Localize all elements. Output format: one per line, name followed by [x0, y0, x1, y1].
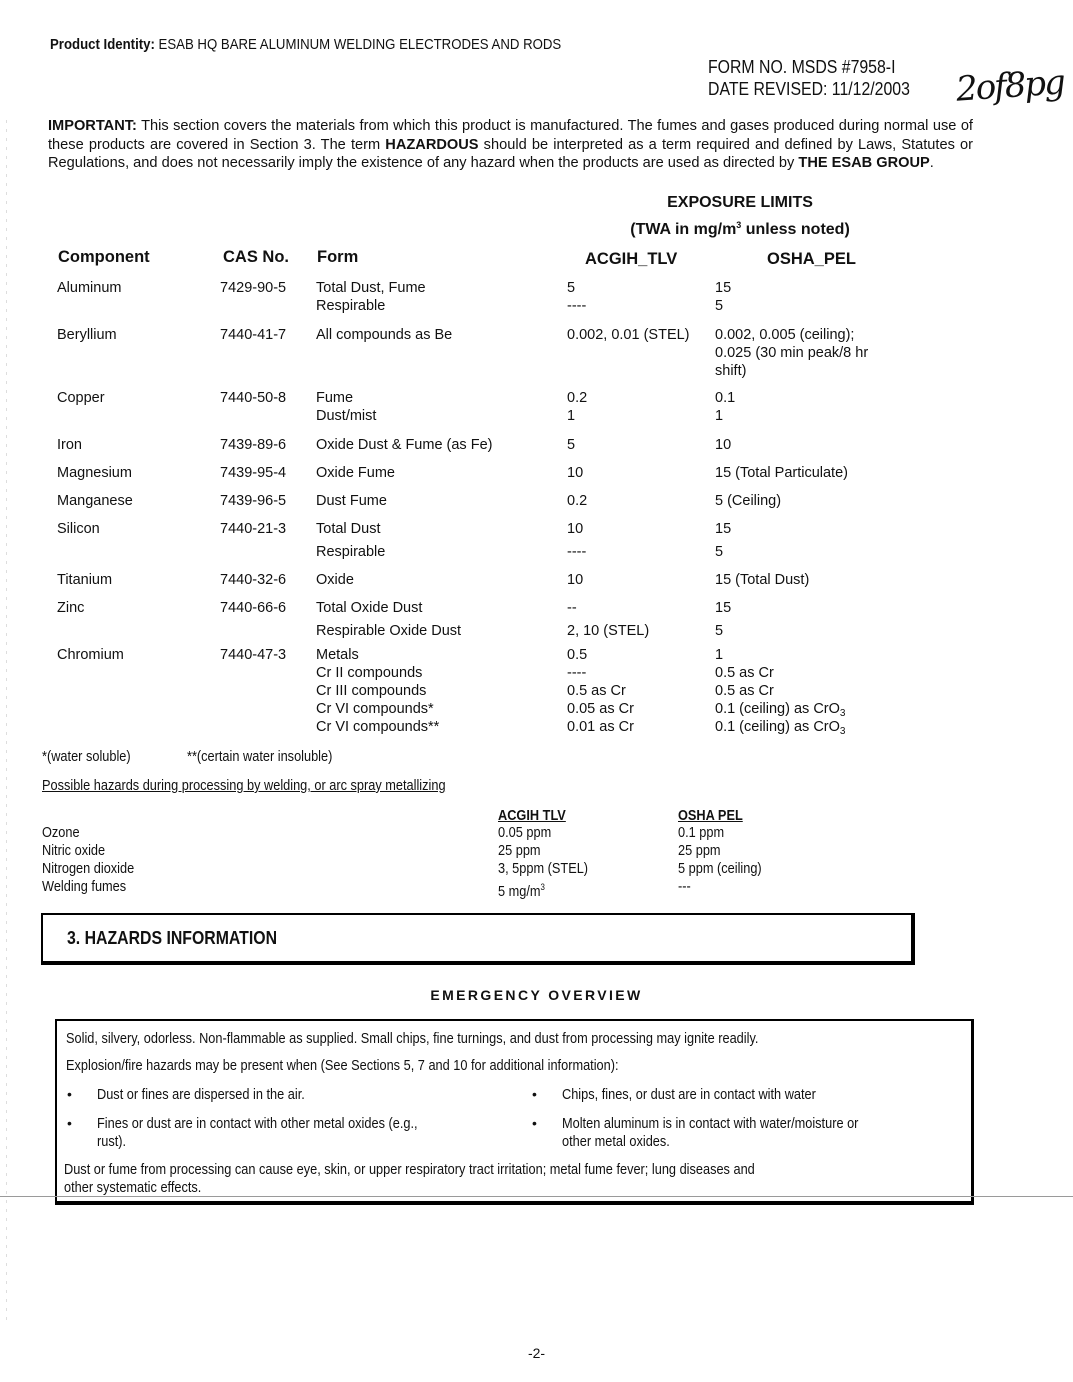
exposure-limits-title: EXPOSURE LIMITS — [667, 194, 813, 211]
cell-form: Metals — [316, 647, 359, 663]
cell-osha: 0.5 as Cr — [715, 665, 774, 681]
cell-osha: 15 (Total Dust) — [715, 572, 810, 588]
hazardous-term: HAZARDOUS — [385, 136, 479, 153]
bullet-dust-dispersed — [97, 1086, 305, 1104]
cell-form: Respirable — [316, 544, 386, 560]
header-cas: CAS No. — [223, 248, 289, 266]
hazard-name: Nitric oxide — [42, 843, 106, 859]
cell-acgih: 0.05 as Cr — [567, 701, 634, 717]
cell-form: Dust/mist — [316, 408, 377, 424]
cell-component: Copper — [57, 390, 105, 406]
cell-cas: 7429-90-5 — [220, 280, 287, 296]
cell-osha: 0.025 (30 min peak/8 hr — [715, 345, 869, 361]
header-form: Form — [317, 248, 359, 266]
footnote-water-soluble: *(water soluble) — [42, 749, 131, 765]
cell-component: Beryllium — [57, 327, 117, 343]
cell-component: Iron — [57, 437, 82, 453]
cell-acgih: 5 — [567, 280, 576, 296]
cell-cas: 7439-96-5 — [220, 493, 287, 509]
bullet-text: Chips, fines, or dust are in contact with water — [562, 1087, 816, 1103]
processing-hazards-heading: Possible hazards during processing by welding, or arc spray metallizing — [42, 778, 446, 794]
overview-text: other systematic effects. — [64, 1180, 202, 1196]
cell-acgih: 0.01 as Cr — [567, 719, 634, 735]
date-revised: DATE REVISED: 11/12/2003 — [708, 79, 910, 99]
bullet-icon: • — [532, 1086, 537, 1102]
hazard-name: Ozone — [42, 825, 80, 841]
cell-component: Zinc — [57, 600, 85, 616]
cell-osha: 0.1 (ceiling) as CrO$_3$ — [715, 719, 846, 737]
cell-component: Aluminum — [57, 280, 122, 296]
section-3-title: 3. HAZARDS INFORMATION — [67, 928, 278, 948]
overview-line-1: Solid, silvery, odorless. Non-flammable as supplied. Small chips, fine turnings, and dust from processing may ignite readily. — [66, 1031, 759, 1047]
cell-cas: 7440-41-7 — [220, 327, 287, 343]
cell-form: All compounds as Be — [316, 327, 453, 343]
cell-acgih: 1 — [567, 408, 576, 424]
footnote-water-insoluble: **(certain water insoluble) — [186, 749, 333, 765]
overview-text: Dust or fume from processing can cause eye, skin, or upper respiratory tract irritation; metal fume fever; lung diseases and — [64, 1162, 755, 1178]
hazard-osha: 5 ppm (ceiling) — [678, 861, 762, 877]
bullet-text: Dust or fines are dispersed in the air. — [97, 1087, 305, 1103]
footnotes — [42, 749, 332, 765]
cell-acgih: ---- — [567, 544, 587, 560]
important-text: should be interpreted as a term required and defined by Laws, Statutes or Regulations, and does not necessarily imply the existence of any hazard when the products are used as directed by — [48, 136, 973, 171]
hazard-acgih: 25 ppm — [498, 843, 541, 859]
hazard-acgih: 0.05 ppm — [498, 825, 552, 841]
cell-form: Oxide — [316, 572, 354, 588]
superscript: 3 — [736, 220, 742, 230]
cell-cas: 7440-47-3 — [220, 647, 287, 663]
cell-acgih: 0.5 as Cr — [567, 683, 626, 699]
hazard-acgih: 3, 5ppm (STEL) — [498, 861, 589, 877]
form-info — [708, 56, 910, 100]
bullet-icon: • — [67, 1115, 72, 1131]
cell-form: Total Dust, Fume — [316, 280, 426, 296]
product-identity — [50, 36, 561, 53]
header-component: Component — [58, 248, 150, 266]
cell-form: Fume — [316, 390, 354, 406]
cell-form: Total Dust — [316, 521, 381, 537]
cell-acgih: 10 — [567, 572, 584, 588]
cell-acgih: 10 — [567, 465, 584, 481]
cell-osha: 15 — [715, 600, 732, 616]
cell-osha: 5 — [715, 544, 724, 560]
bullet-icon: • — [532, 1115, 537, 1131]
cell-form: Respirable Oxide Dust — [316, 623, 462, 639]
page-number: -2- — [527, 1345, 546, 1361]
bullet-text: Fines or dust are in contact with other metal oxides (e.g., — [97, 1116, 418, 1132]
cell-osha: 0.002, 0.005 (ceiling); — [715, 327, 855, 343]
hazard-name: Welding fumes — [42, 879, 127, 895]
overview-line-2: Explosion/fire hazards may be present when (See Sections 5, 7 and 10 for additional information): — [66, 1058, 619, 1074]
cell-acgih: 0.2 — [567, 493, 588, 509]
cell-cas: 7439-95-4 — [220, 465, 287, 481]
subtitle-text: unless noted) — [741, 221, 850, 238]
cell-form: Total Oxide Dust — [316, 600, 423, 616]
hazard-osha: 25 ppm — [678, 843, 721, 859]
subtitle-text: (TWA in mg/m — [630, 221, 737, 238]
cell-component: Manganese — [57, 493, 133, 509]
cell-osha: 15 — [715, 521, 732, 537]
cell-cas: 7439-89-6 — [220, 437, 287, 453]
cell-form: Dust Fume — [316, 493, 387, 509]
bullet-metal-oxides — [97, 1115, 418, 1151]
emergency-overview-box — [55, 1019, 974, 1205]
cell-form: Oxide Fume — [316, 465, 395, 481]
cell-acgih: 0.5 — [567, 647, 588, 663]
hazards-header-osha: OSHA PEL — [678, 808, 743, 824]
important-text: This section covers the materials from which this product is manufactured. The fumes and gases produced during normal use of these products are covered in Section 3. The term — [48, 118, 973, 153]
cell-cas: 7440-32-6 — [220, 572, 287, 588]
hazard-osha: --- — [678, 879, 691, 895]
cell-acgih: ---- — [567, 298, 587, 314]
cell-cas: 7440-50-8 — [220, 390, 287, 406]
cell-acgih: 0.2 — [567, 390, 588, 406]
bullet-icon: • — [67, 1086, 72, 1102]
cell-osha: 0.5 as Cr — [715, 683, 774, 699]
cell-acgih: 10 — [567, 521, 584, 537]
exposure-limits-subtitle — [600, 214, 880, 241]
cell-osha: 15 (Total Particulate) — [715, 465, 848, 481]
hazards-header-acgih: ACGIH TLV — [498, 808, 566, 824]
cell-form: Cr VI compounds* — [316, 701, 434, 717]
hazard-name: Nitrogen dioxide — [42, 861, 135, 877]
cell-osha: 1 — [715, 408, 724, 424]
cell-osha: 5 — [715, 298, 724, 314]
important-text: . — [929, 155, 934, 171]
cell-form: Cr II compounds — [316, 665, 423, 681]
bullet-text: other metal oxides. — [562, 1134, 670, 1150]
cell-acgih: 2, 10 (STEL) — [567, 623, 650, 639]
product-identity-label: Product Identity: — [50, 36, 155, 53]
cell-acgih: ---- — [567, 665, 587, 681]
cell-cas: 7440-21-3 — [220, 521, 287, 537]
bullet-text: rust). — [97, 1134, 127, 1150]
cell-osha: 10 — [715, 437, 732, 453]
overview-line-3 — [64, 1161, 755, 1197]
cell-form: Oxide Dust & Fume (as Fe) — [316, 437, 493, 453]
cell-osha: 5 — [715, 623, 724, 639]
scan-margin-marks — [6, 120, 7, 1320]
exposure-limits-heading — [600, 192, 880, 241]
important-label: IMPORTANT: — [48, 118, 137, 134]
hazard-acgih: 5 $mg/m^3$ — [498, 882, 545, 900]
header-acgih: ACGIH_TLV — [585, 250, 678, 268]
form-number: FORM NO. MSDS #7958-I — [708, 57, 896, 77]
cell-form: Cr III compounds — [316, 683, 427, 699]
bullet-molten-aluminum — [562, 1115, 858, 1151]
cell-osha: 1 — [715, 647, 724, 663]
handwritten-page-note: 2of8pg — [954, 62, 1066, 110]
cell-osha: 0.1 — [715, 390, 736, 406]
superscript: 3 — [540, 882, 545, 892]
cell-component: Silicon — [57, 521, 100, 537]
product-identity-value: ESAB HQ BARE ALUMINUM WELDING ELECTRODES AND RODS — [154, 36, 562, 53]
cell-component: Magnesium — [57, 465, 132, 481]
company-name: THE ESAB GROUP — [798, 155, 930, 171]
cell-form: Respirable — [316, 298, 386, 314]
subscript: 3 — [839, 708, 846, 719]
scan-artifact-line — [0, 1196, 1073, 1197]
cell-acgih: -- — [567, 600, 577, 616]
subscript: 3 — [839, 726, 846, 737]
hazard-osha: 0.1 ppm — [678, 825, 725, 841]
emergency-overview-title: EMERGENCY OVERVIEW — [430, 987, 643, 1003]
cell-form: Cr VI compounds** — [316, 719, 440, 735]
cell-osha: 5 (Ceiling) — [715, 493, 782, 509]
cell-component: Chromium — [57, 647, 124, 663]
cell-acgih: 0.002, 0.01 (STEL) — [567, 327, 690, 343]
cell-osha: shift) — [715, 363, 747, 379]
cell-osha: 15 — [715, 280, 732, 296]
cell-cas: 7440-66-6 — [220, 600, 287, 616]
bullet-chips-water — [562, 1086, 816, 1104]
cell-acgih: 5 — [567, 437, 576, 453]
cell-component: Titanium — [57, 572, 113, 588]
important-notice — [48, 117, 973, 173]
section-3-header-box — [41, 913, 915, 965]
header-osha: OSHA_PEL — [767, 250, 856, 268]
bullet-text: Molten aluminum is in contact with water/moisture or — [562, 1116, 859, 1132]
cell-osha: 0.1 (ceiling) as CrO$_3$ — [715, 701, 846, 719]
